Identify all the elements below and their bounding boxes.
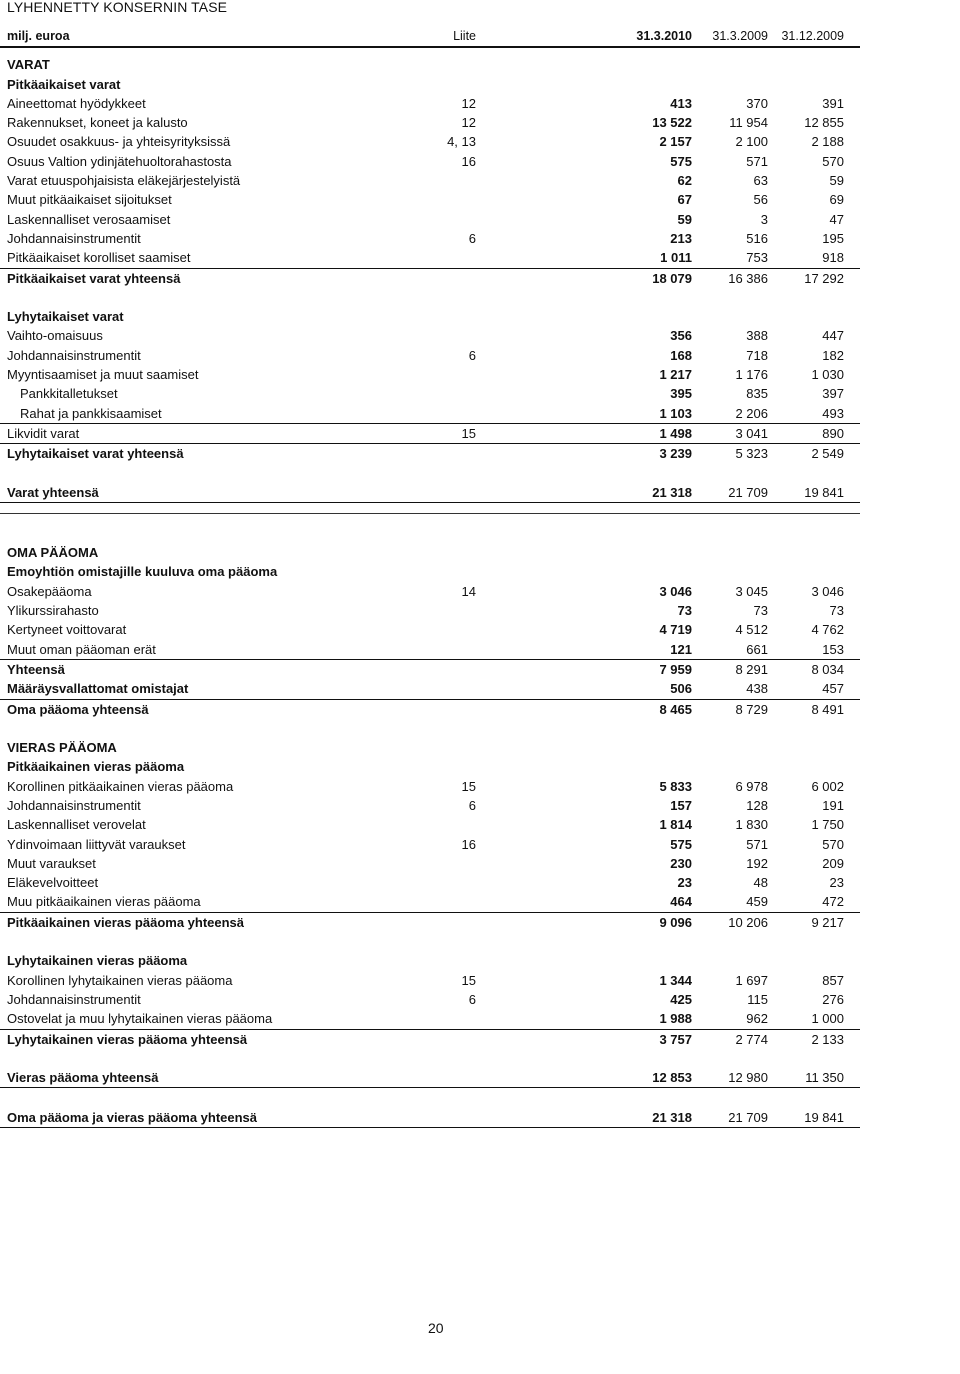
value-31-12-2009: 195: [822, 230, 844, 246]
row-note: 12: [461, 115, 476, 131]
table-row: [0, 757, 860, 776]
value-31-12-2009: 570: [822, 153, 844, 169]
value-31-3-2010: 1 103: [659, 405, 692, 421]
value-31-3-2010: 21 318: [652, 484, 692, 500]
row-spacer: [0, 464, 860, 483]
table-row: [0, 873, 860, 892]
row-label: Ydinvoimaan liittyvät varaukset: [7, 836, 186, 852]
column-header-q1-2009: 31.3.2009: [712, 29, 768, 43]
row-label: Pitkäaikaiset varat: [7, 76, 121, 92]
row-spacer: [0, 1088, 860, 1107]
value-31-3-2009: 962: [746, 1011, 768, 1027]
column-header-ye-2009: 31.12.2009: [781, 29, 844, 43]
value-31-3-2010: 21 318: [652, 1109, 692, 1125]
row-label: Oma pääoma ja vieras pääoma yhteensä: [7, 1109, 258, 1125]
value-31-3-2010: 8 465: [659, 701, 692, 717]
value-31-3-2010: 3 757: [659, 1031, 692, 1047]
value-31-3-2010: 575: [670, 836, 692, 852]
value-31-3-2010: 425: [670, 991, 692, 1007]
section-heading: [0, 55, 860, 74]
value-31-3-2009: 115: [747, 991, 768, 1007]
value-31-3-2010: 1 498: [659, 425, 692, 441]
value-31-12-2009: 397: [822, 386, 844, 402]
row-label: Pitkäaikainen vieras pääoma: [7, 759, 185, 775]
value-31-3-2009: 21 709: [728, 484, 768, 500]
value-31-12-2009: 12 855: [804, 115, 844, 131]
row-label: Pitkäaikaiset varat yhteensä: [7, 270, 181, 286]
value-31-3-2009: 63: [753, 173, 768, 189]
document-title: LYHENNETTY KONSERNIN TASE: [7, 0, 228, 15]
row-note: 15: [461, 972, 476, 988]
value-31-12-2009: 1 750: [811, 817, 844, 833]
value-31-3-2009: 388: [746, 328, 768, 344]
row-note: 16: [461, 153, 476, 169]
table-row: [0, 1030, 860, 1049]
value-31-12-2009: 19 841: [804, 484, 844, 500]
value-31-3-2009: 128: [746, 797, 768, 813]
table-row: [0, 777, 860, 796]
value-31-12-2009: 209: [822, 855, 844, 871]
row-label: Osuus Valtion ydinjätehuoltorahastosta: [7, 153, 232, 169]
value-31-3-2009: 571: [746, 153, 768, 169]
value-31-3-2010: 1 217: [659, 367, 692, 383]
unit-label: milj. euroa: [7, 29, 70, 43]
value-31-3-2010: 9 096: [659, 914, 692, 930]
value-31-3-2009: 753: [746, 250, 768, 266]
value-31-3-2009: 718: [746, 347, 768, 363]
table-row: [0, 346, 860, 365]
value-31-3-2010: 356: [670, 328, 692, 344]
value-31-12-2009: 276: [822, 991, 844, 1007]
value-31-3-2010: 67: [677, 192, 692, 208]
row-label: Lyhytaikaiset varat: [7, 309, 124, 325]
value-31-12-2009: 19 841: [804, 1109, 844, 1125]
table-row: [0, 152, 860, 171]
table-row: [0, 971, 860, 990]
value-31-12-2009: 391: [822, 95, 844, 111]
value-31-3-2009: 516: [746, 230, 768, 246]
value-31-12-2009: 890: [822, 425, 844, 441]
table-row: [0, 990, 860, 1009]
row-label: VIERAS PÄÄOMA: [7, 740, 117, 756]
value-31-3-2009: 1 176: [735, 367, 768, 383]
table-row: [0, 326, 860, 345]
table-row: [0, 796, 860, 815]
row-label: Laskennalliset verosaamiset: [7, 211, 171, 227]
table-row: [0, 75, 860, 94]
value-31-3-2010: 59: [677, 211, 692, 227]
value-31-3-2010: 2 157: [659, 134, 692, 150]
value-31-3-2010: 1 988: [659, 1011, 692, 1027]
value-31-3-2009: 835: [746, 386, 768, 402]
column-header-row: [0, 27, 860, 48]
value-31-12-2009: 73: [829, 603, 844, 619]
value-31-3-2009: 3 045: [735, 583, 768, 599]
page-number: 20: [428, 1320, 444, 1336]
value-31-3-2009: 2 206: [735, 405, 768, 421]
value-31-12-2009: 2 188: [811, 134, 844, 150]
value-31-3-2010: 18 079: [652, 270, 692, 286]
row-note: 4, 13: [447, 134, 476, 150]
table-row: [0, 269, 860, 288]
row-label: Pitkäaikainen vieras pääoma yhteensä: [7, 914, 245, 930]
section-heading: [0, 738, 860, 757]
value-31-3-2010: 575: [670, 153, 692, 169]
value-31-3-2009: 3: [760, 211, 768, 227]
value-31-12-2009: 23: [829, 875, 844, 891]
table-row: [0, 601, 860, 620]
table-row: [0, 132, 860, 151]
row-label: Pankkitalletukset: [20, 386, 118, 402]
value-31-12-2009: 3 046: [811, 583, 844, 599]
value-31-12-2009: 918: [822, 250, 844, 266]
value-31-12-2009: 17 292: [804, 270, 844, 286]
value-31-12-2009: 69: [829, 192, 844, 208]
value-31-3-2009: 2 100: [735, 134, 768, 150]
value-31-3-2009: 12 980: [728, 1070, 768, 1086]
row-note: 6: [468, 347, 476, 363]
value-31-3-2009: 10 206: [728, 914, 768, 930]
value-31-12-2009: 2 549: [811, 446, 844, 462]
value-31-12-2009: 457: [822, 681, 844, 697]
value-31-12-2009: 4 762: [811, 622, 844, 638]
value-31-3-2009: 661: [746, 641, 768, 657]
table-row: [0, 582, 860, 601]
row-note: 15: [461, 778, 476, 794]
table-row: [0, 700, 860, 719]
value-31-3-2009: 21 709: [728, 1109, 768, 1125]
value-31-3-2009: 1 697: [735, 972, 768, 988]
value-31-3-2009: 48: [753, 875, 768, 891]
value-31-3-2010: 12 853: [652, 1070, 692, 1086]
row-spacer: [0, 288, 860, 307]
value-31-12-2009: 59: [829, 173, 844, 189]
value-31-3-2009: 192: [746, 855, 768, 871]
value-31-3-2009: 73: [753, 603, 768, 619]
value-31-3-2010: 121: [670, 641, 692, 657]
row-label: Ylikurssirahasto: [7, 603, 99, 619]
row-spacer: [0, 1049, 860, 1068]
value-31-12-2009: 8 034: [811, 661, 844, 677]
value-31-12-2009: 447: [822, 328, 844, 344]
value-31-3-2010: 1 011: [660, 250, 692, 266]
table-row: [0, 660, 860, 679]
assets-section: [0, 55, 860, 503]
value-31-12-2009: 857: [822, 972, 844, 988]
value-31-3-2010: 157: [670, 797, 692, 813]
table-row: [0, 815, 860, 834]
value-31-3-2009: 459: [746, 894, 768, 910]
column-header-2010: 31.3.2010: [636, 29, 692, 43]
table-row: [0, 854, 860, 873]
value-31-3-2010: 213: [670, 230, 692, 246]
row-label: Ostovelat ja muu lyhytaikainen vieras pääoma: [7, 1011, 273, 1027]
table-row: [0, 210, 860, 229]
value-31-12-2009: 2 133: [811, 1031, 844, 1047]
section-heading: [0, 543, 860, 562]
value-31-12-2009: 11 350: [805, 1070, 844, 1086]
row-label: Pitkäaikaiset korolliset saamiset: [7, 250, 191, 266]
row-label: Johdannaisinstrumentit: [7, 230, 141, 246]
value-31-3-2009: 8 729: [735, 701, 768, 717]
table-row: [0, 1068, 860, 1088]
row-label: Kertyneet voittovarat: [7, 622, 127, 638]
value-31-3-2009: 3 041: [735, 425, 768, 441]
value-31-3-2010: 395: [670, 386, 692, 402]
table-row: [0, 307, 860, 326]
table-row: [0, 620, 860, 639]
section-divider: [0, 513, 860, 514]
row-label: Muut oman pääoman erät: [7, 641, 156, 657]
value-31-12-2009: 153: [822, 641, 844, 657]
value-31-12-2009: 9 217: [811, 914, 844, 930]
value-31-3-2009: 5 323: [735, 446, 768, 462]
row-note: 16: [461, 836, 476, 852]
row-label: Laskennalliset verovelat: [7, 817, 146, 833]
row-label: Aineettomat hyödykkeet: [7, 95, 146, 111]
value-31-3-2010: 413: [670, 95, 692, 111]
value-31-3-2010: 4 719: [659, 622, 692, 638]
row-label: Korollinen lyhytaikainen vieras pääoma: [7, 972, 233, 988]
row-label: Johdannaisinstrumentit: [7, 991, 141, 1007]
row-label: Määräysvallattomat omistajat: [7, 681, 189, 697]
value-31-3-2010: 464: [670, 894, 692, 910]
value-31-3-2009: 370: [746, 95, 768, 111]
row-note: 14: [461, 583, 476, 599]
equity-liabilities-section: [0, 543, 860, 1128]
value-31-3-2010: 168: [670, 347, 692, 363]
value-31-3-2009: 11 954: [729, 115, 768, 131]
row-note: 6: [468, 991, 476, 1007]
value-31-3-2010: 230: [670, 855, 692, 871]
value-31-3-2010: 3 239: [659, 446, 692, 462]
row-label: Muut pitkäaikaiset sijoitukset: [7, 192, 172, 208]
row-label: Osuudet osakkuus- ja yhteisyrityksissä: [7, 134, 231, 150]
table-row: [0, 190, 860, 209]
row-label: Emoyhtiön omistajille kuuluva oma pääoma: [7, 564, 278, 580]
table-row: [0, 1009, 860, 1029]
row-note: 15: [461, 425, 476, 441]
row-label: Likvidit varat: [7, 425, 80, 441]
value-31-3-2009: 4 512: [735, 622, 768, 638]
row-note: 6: [468, 797, 476, 813]
row-label: Lyhytaikaiset varat yhteensä: [7, 446, 184, 462]
value-31-3-2010: 506: [670, 681, 692, 697]
table-row: [0, 365, 860, 384]
value-31-3-2010: 23: [677, 875, 692, 891]
value-31-12-2009: 6 002: [811, 778, 844, 794]
table-row: [0, 424, 860, 444]
table-row: [0, 229, 860, 248]
row-note: 12: [461, 95, 476, 111]
table-row: [0, 404, 860, 424]
row-note: 6: [468, 230, 476, 246]
value-31-3-2010: 3 046: [659, 583, 692, 599]
value-31-3-2010: 1 814: [659, 817, 692, 833]
row-label: Varat yhteensä: [7, 484, 99, 500]
value-31-3-2009: 1 830: [735, 817, 768, 833]
value-31-3-2009: 438: [746, 681, 768, 697]
row-label: Eläkevelvoitteet: [7, 875, 99, 891]
table-row: [0, 913, 860, 932]
row-label: Vieras pääoma yhteensä: [7, 1070, 159, 1086]
row-label: Johdannaisinstrumentit: [7, 797, 141, 813]
table-row: [0, 483, 860, 503]
table-row: [0, 835, 860, 854]
table-row: [0, 640, 860, 660]
value-31-3-2010: 7 959: [659, 661, 692, 677]
value-31-12-2009: 182: [822, 347, 844, 363]
table-row: [0, 892, 860, 912]
row-label: Varat etuuspohjaisista eläkejärjestelyistä: [7, 173, 241, 189]
value-31-3-2010: 13 522: [652, 115, 692, 131]
table-row: [0, 171, 860, 190]
table-row: [0, 94, 860, 113]
table-row: [0, 1108, 860, 1128]
row-label: Oma pääoma yhteensä: [7, 701, 149, 717]
value-31-12-2009: 47: [829, 211, 844, 227]
value-31-12-2009: 493: [822, 405, 844, 421]
row-label: Rahat ja pankkisaamiset: [20, 405, 162, 421]
row-spacer: [0, 932, 860, 951]
value-31-12-2009: 1 030: [811, 367, 844, 383]
row-label: Johdannaisinstrumentit: [7, 347, 141, 363]
table-row: [0, 248, 860, 268]
row-label: Muut varaukset: [7, 855, 96, 871]
value-31-3-2009: 56: [753, 192, 768, 208]
table-row: [0, 384, 860, 403]
row-spacer: [0, 719, 860, 738]
balance-sheet-table: [0, 27, 860, 1128]
value-31-12-2009: 472: [822, 894, 844, 910]
value-31-12-2009: 8 491: [811, 701, 844, 717]
value-31-3-2009: 16 386: [728, 270, 768, 286]
row-label: Yhteensä: [7, 661, 65, 677]
value-31-3-2009: 2 774: [735, 1031, 768, 1047]
row-label: Osakepääoma: [7, 583, 92, 599]
value-31-12-2009: 570: [822, 836, 844, 852]
note-column-header: Liite: [453, 29, 476, 43]
row-label: Korollinen pitkäaikainen vieras pääoma: [7, 778, 234, 794]
value-31-12-2009: 1 000: [811, 1011, 844, 1027]
value-31-3-2009: 6 978: [735, 778, 768, 794]
row-label: Vaihto-omaisuus: [7, 328, 103, 344]
value-31-3-2010: 62: [677, 173, 692, 189]
row-label: Lyhytaikainen vieras pääoma yhteensä: [7, 1031, 248, 1047]
row-label: OMA PÄÄOMA: [7, 545, 99, 561]
table-row: [0, 113, 860, 132]
value-31-3-2010: 1 344: [659, 972, 692, 988]
table-row: [0, 444, 860, 463]
table-row: [0, 951, 860, 970]
row-label: Myyntisaamiset ja muut saamiset: [7, 367, 199, 383]
value-31-12-2009: 191: [822, 797, 844, 813]
row-label: VARAT: [7, 57, 50, 73]
value-31-3-2010: 73: [677, 603, 692, 619]
value-31-3-2009: 571: [746, 836, 768, 852]
table-row: [0, 679, 860, 699]
value-31-3-2010: 5 833: [659, 778, 692, 794]
table-row: [0, 562, 860, 581]
value-31-3-2009: 8 291: [735, 661, 768, 677]
row-label: Lyhytaikainen vieras pääoma: [7, 953, 188, 969]
row-label: Rakennukset, koneet ja kalusto: [7, 115, 188, 131]
row-label: Muu pitkäaikainen vieras pääoma: [7, 894, 201, 910]
